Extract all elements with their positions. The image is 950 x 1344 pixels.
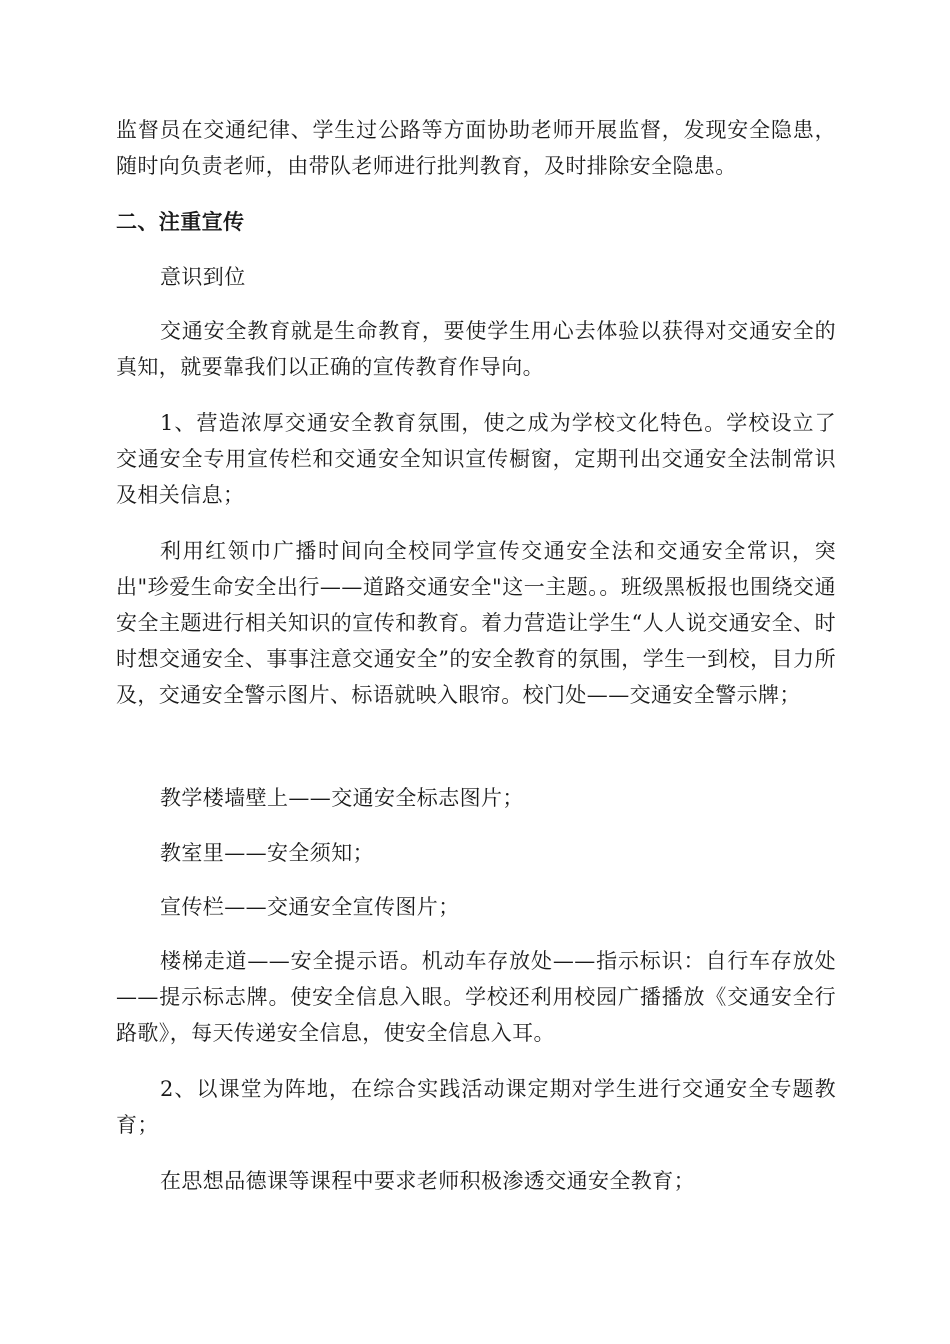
paragraph-life-education: 交通安全教育就是生命教育，要使学生用心去体验以获得对交通安全的真知，就要靠我们以正确的宣传教育作导向。 — [116, 319, 836, 379]
paragraph-building-walls: 教学楼墙壁上——交通安全标志图片； — [160, 786, 524, 810]
paragraph-radio-broadcast: 利用红领巾广播时间向全校同学宣传交通安全法和交通安全常识，突出"珍爱生命安全出行——道路交通安全"这一主题。。班级黑板报也围绕交通安全主题进行相关知识的宣传和教育。着力营造让学生“人人说交通安全、时时想交通安全、事事注意交通安全”的安全教育的氛围，学生一到校，目力所及，交通安全警示图片、标语就映入眼帘。校门处——交通安全警示牌； — [116, 539, 836, 707]
paragraph-point-2: 2、以课堂为阵地，在综合实践活动课定期对学生进行交通安全专题教育； — [116, 1077, 836, 1137]
paragraph-moral-education: 在思想品德课等课程中要求老师积极渗透交通安全教育； — [160, 1169, 695, 1193]
section-heading-publicity: 二、注重宣传 — [116, 210, 245, 234]
paragraph-bulletin-board: 宣传栏——交通安全宣传图片； — [160, 895, 460, 919]
paragraph-supervisor: 监督员在交通纪律、学生过公路等方面协助老师开展监督，发现安全隐患，随时向负责老师，由带队老师进行批判教育，及时排除安全隐患。 — [116, 118, 836, 178]
subheading-awareness: 意识到位 — [160, 265, 246, 289]
paragraph-classroom: 教室里——安全须知； — [160, 841, 374, 865]
paragraph-stairways: 楼梯走道——安全提示语。机动车存放处——指示标识：自行车存放处——提示标志牌。使安全信息入眼。学校还利用校园广播播放《交通安全行路歌》，每天传递安全信息，使安全信息入耳。 — [116, 949, 836, 1045]
paragraph-point-1: 1、营造浓厚交通安全教育氛围，使之成为学校文化特色。学校设立了交通安全专用宣传栏和交通安全知识宣传橱窗，定期刊出交通安全法制常识及相关信息； — [116, 411, 836, 507]
